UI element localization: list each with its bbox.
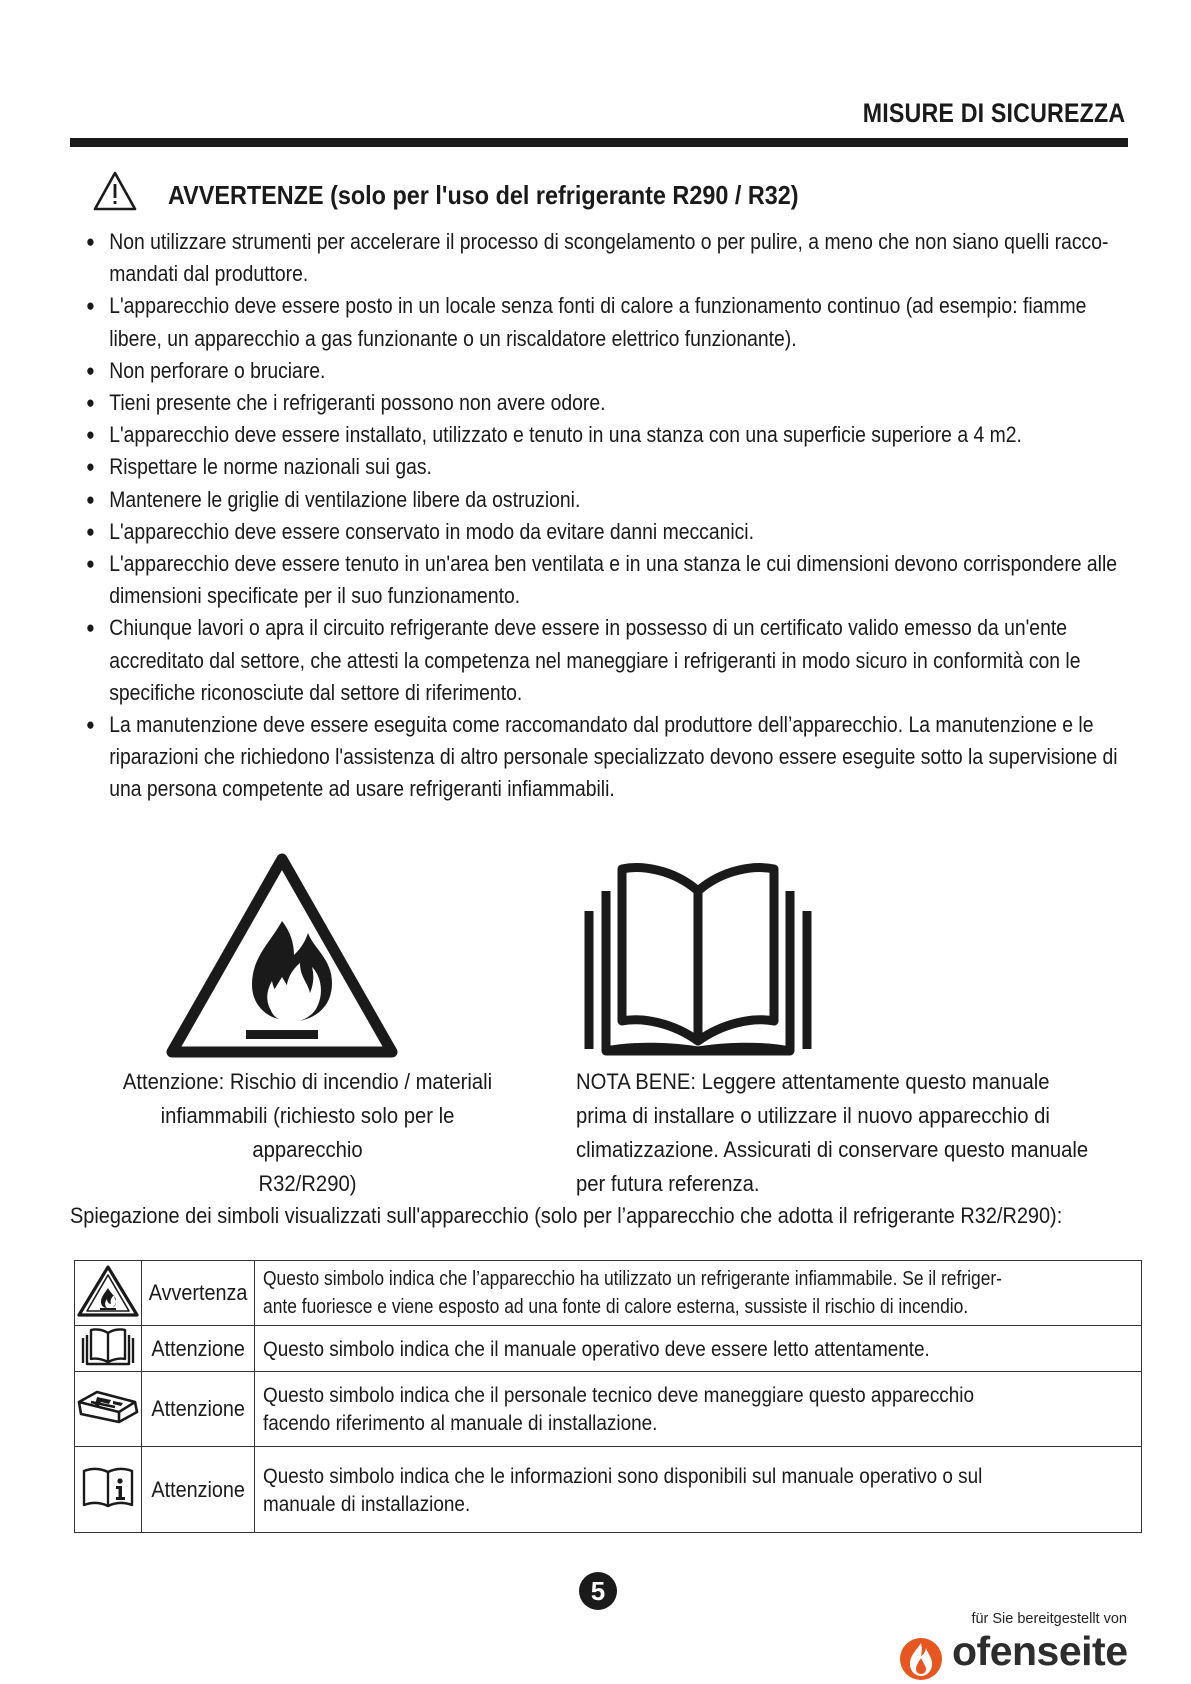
symbol-description: Questo simbolo indica che le informazioni sono disponibili sul manuale operativo o sul bbox=[263, 1463, 983, 1488]
warning-item: ● L'apparecchio deve essere posto in un locale senza fonti di calore a funzionamento continuo (ad esempio: fiamme libere, un apparecchio a gas funzionante o un riscaldatore elettrico funzionante). bbox=[86, 290, 1135, 354]
table-row: Avvertenza Questo simbolo indica che l’apparecchio ha utilizzato un refrigerante infiammabile. Se il refriger- ante fuoriesce e viene esposto ad una fonte di calore esterna, sussiste il rischio di incendio. bbox=[75, 1261, 1142, 1326]
flammable-warning-icon bbox=[166, 853, 398, 1058]
warning-item: ● L'apparecchio deve essere tenuto in un'area ben ventilata e in una stanza le cui dimensioni devono corrispondere alle dimensioni specificate per il suo funzionamento. bbox=[86, 548, 1135, 612]
fire-caption: Attenzione: Rischio di incendio / materiali infiammabili (richiesto solo per le apparecchio R32/R290) bbox=[122, 1069, 493, 1196]
warning-item: ● La manutenzione deve essere eseguita come raccomandato dal produttore dell’apparecchio. La manutenzione e le riparazioni che richiedono l'assistenza di altro personale specializzato devono essere eseguite sotto la supervisione di una persona competente ad usare refrigeranti infiammabili. bbox=[86, 709, 1135, 806]
warning-item: ● L'apparecchio deve essere conservato in modo da evitare danni meccanici. bbox=[86, 516, 1135, 548]
symbol-name: Attenzione bbox=[151, 1396, 245, 1421]
read-manual-icon bbox=[577, 851, 819, 1057]
warning-item: ● Mantenere le griglie di ventilazione libere da ostruzioni. bbox=[86, 484, 1135, 516]
read-manual-icon bbox=[80, 1326, 136, 1366]
header-rule bbox=[70, 138, 1128, 147]
section-title: MISURE DI SICUREZZA bbox=[862, 98, 1125, 128]
symbols-intro: Spiegazione dei simboli visualizzati sull'apparecchio (solo per l’apparecchio che adotta il refrigerante R32/R290): bbox=[70, 1203, 1063, 1228]
provided-by-text: für Sie bereitgestellt von bbox=[971, 1611, 1127, 1627]
symbol-name: Attenzione bbox=[151, 1335, 245, 1361]
warning-item: ● L'apparecchio deve essere installato, utilizzato e tenuto in una stanza con una superficie superiore a 4 m2. bbox=[86, 419, 1135, 451]
warning-list bbox=[86, 226, 1136, 806]
warning-item: ● Chiunque lavori o apra il circuito refrigerante deve essere in possesso di un certificato valido emesso da un'ente accreditato dal settore, che attesti la competenza nel maneggiare i refrigeranti in modo sicuro in conformità con le specifiche riconosciute dal settore di riferimento. bbox=[86, 612, 1135, 709]
symbol-description: Questo simbolo indica che il personale tecnico deve maneggiare questo apparecchio bbox=[263, 1383, 975, 1407]
brand-name: ofenseite bbox=[952, 1628, 1128, 1674]
symbol-name: Avvertenza bbox=[148, 1280, 248, 1305]
table-row: Attenzione Questo simbolo indica che il personale tecnico deve maneggiare questo apparecchio facendo riferimento al manuale di installazione. bbox=[75, 1372, 1142, 1447]
manual-caption: NOTA BENE: Leggere attentamente questo manuale prima di installare o utilizzare il nuovo apparecchio di climatizzazione. Assicurati di conservare questo manuale per futura referenza. bbox=[576, 1069, 1089, 1196]
page-number: 5 bbox=[579, 1572, 617, 1610]
table-row: Attenzione Questo simbolo indica che le informazioni sono disponibili sul manuale operativo o sul manuale di installazione. bbox=[75, 1447, 1142, 1533]
warning-item: ● Non utilizzare strumenti per accelerare il processo di scongelamento o per pulire, a meno che non siano quelli racco- mandati dal produttore. bbox=[86, 226, 1135, 290]
symbol-name: Attenzione bbox=[151, 1476, 245, 1502]
warning-item: ● Non perforare o bruciare. bbox=[86, 355, 1135, 387]
symbol-description: Questo simbolo indica che il manuale operativo deve essere letto attentamente. bbox=[263, 1336, 930, 1361]
flame-logo-icon bbox=[898, 1636, 944, 1682]
symbols-table bbox=[74, 1260, 1142, 1533]
flammable-warning-icon bbox=[76, 1264, 140, 1318]
warning-title: AVVERTENZE (solo per l'uso del refrigerante R290 / R32) bbox=[168, 180, 799, 210]
symbol-description: Questo simbolo indica che l’apparecchio ha utilizzato un refrigerante infiammabile. Se il refriger- bbox=[263, 1267, 1003, 1290]
warning-triangle-icon bbox=[92, 170, 138, 212]
warning-item: ● Tieni presente che i refrigeranti possono non avere odore. bbox=[86, 387, 1135, 419]
warning-item: ● Rispettare le norme nazionali sui gas. bbox=[86, 451, 1135, 483]
table-row bbox=[75, 1326, 1142, 1372]
info-manual-icon bbox=[80, 1465, 136, 1509]
service-manual-icon bbox=[75, 1388, 141, 1426]
